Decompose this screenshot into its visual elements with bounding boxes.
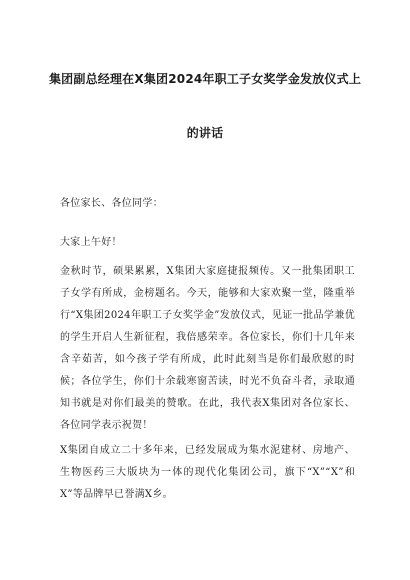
document-title-line2: 的讲话 xyxy=(186,126,224,140)
document-title-line1: 集团副总经理在X集团2024年职工子女奖学金发放仪式上 xyxy=(48,72,362,86)
salutation: 各位家长、各位同学： xyxy=(60,198,163,209)
body-paragraph-1: 金秋时节，硕果累累，X集团大家庭捷报频传。又一批集团职工子女学有所成，金榜题名。今天，能够和大家欢聚一堂，隆重举行“X集团2024年职工子女奖学金”发放仪式，见证一批品学兼优的学生开启人生新征程，我倍感荣幸。各位家长，你们十几年来含辛茹苦，如今孩子学有所成，此时此刻当是你们最欣慰的时候；各位学生，你们十余载寒窗苦读，时光不负奋斗者，录取通知书就是对你们最美的赞歌。在此，我代表X集团对各位家长、各位同学表示祝贺！ xyxy=(60,266,355,431)
greeting: 大家上午好！ xyxy=(60,237,122,248)
body-paragraph-2: X集团自成立二十多年来，已经发展成为集水泥建材、房地产、生物医药三大版块为一体的现代化集团公司，旗下“X”“X”和X”等品牌早已誉满X乡。 xyxy=(60,445,355,500)
